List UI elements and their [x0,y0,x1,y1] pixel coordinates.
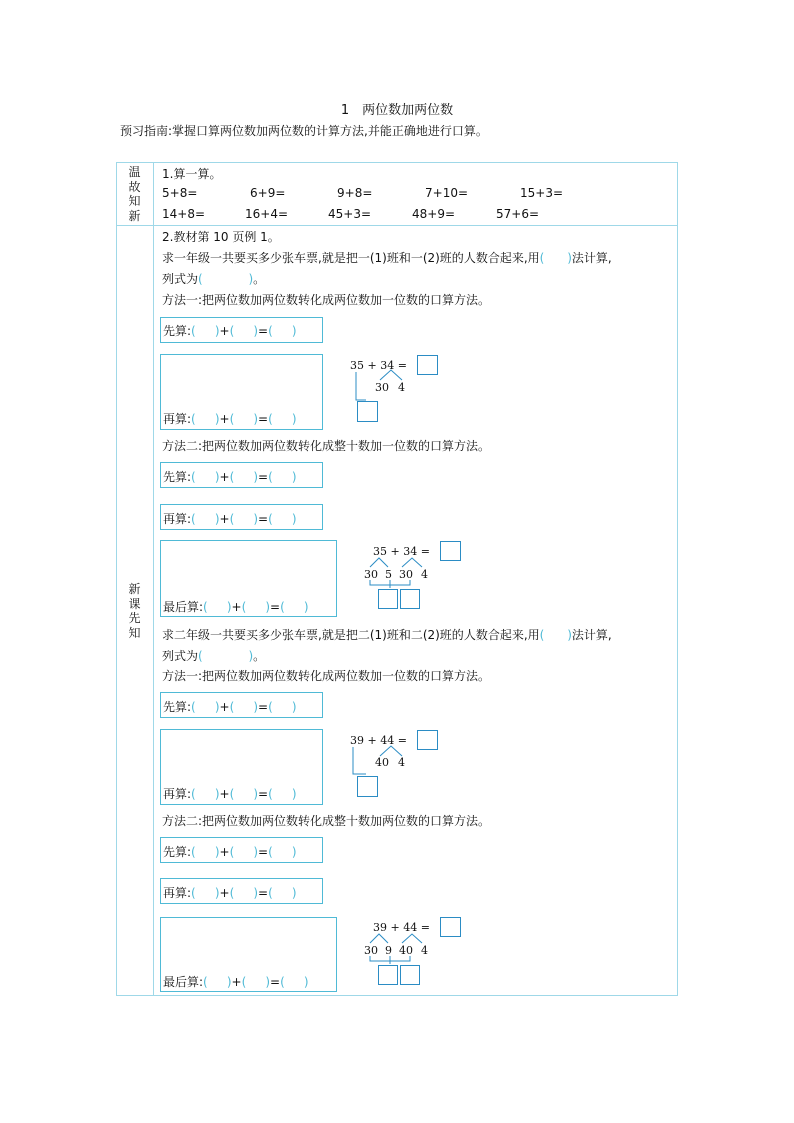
answer-box[interactable] [417,355,438,375]
split-number: 4 [398,381,405,394]
method-2b-title: 方法二:把两位数加两位数转化成整十数加两位数的口算方法。 [162,814,491,828]
method-1b-title: 方法一:把两位数加两位数转化成两位数加一位数的口算方法。 [162,669,491,683]
calc-item: 9+8= [337,186,373,200]
intermediate-box[interactable] [400,589,420,609]
split-number: 4 [398,756,405,769]
operation-blank[interactable]: ( ) [539,251,572,265]
method-2-title: 方法二:把两位数加两位数转化成整十数加一位数的口算方法。 [162,439,491,453]
calc-item: 57+6= [496,207,540,221]
split-number: 30 [364,944,378,957]
question-1-formula: 列式为( )。 [162,272,266,286]
first-step-line: 先算:( )+( )=( ) [163,845,297,859]
formula-blank[interactable]: ( ) [198,272,254,286]
split-number: 40 [399,944,413,957]
formula-blank[interactable]: ( ) [198,649,254,663]
question-2-formula: 列式为( )。 [162,649,266,663]
finally-step-line: 最后算:( )+( )=( ) [163,975,309,989]
split-number: 40 [375,756,389,769]
first-step-line: 先算:( )+( )=( ) [163,324,297,338]
split-number: 4 [421,944,428,957]
then-step-line: 再算:( )+( )=( ) [163,886,297,900]
intermediate-box[interactable] [357,776,378,797]
first-step-line: 先算:( )+( )=( ) [163,470,297,484]
diagram-2-equation: 35 + 34 = [373,545,430,558]
calc-item: 14+8= [162,207,206,221]
calc-item: 7+10= [425,186,469,200]
answer-box[interactable] [440,541,461,561]
diagram-4-equation: 39 + 44 = [373,921,430,934]
calc-item: 5+8= [162,186,198,200]
split-number: 9 [385,944,392,957]
question-1-text: 求一年级一共要买多少张车票,就是把一(1)班和一(2)班的人数合起来,用( )法计算, [162,251,612,265]
intermediate-box[interactable] [378,965,398,985]
intermediate-box[interactable] [378,589,398,609]
split-number: 30 [364,568,378,581]
side-label-review: 温 故 知 新 [128,165,141,223]
table-divider-horizontal [116,225,678,226]
operation-blank[interactable]: ( ) [539,628,572,642]
calc-item: 15+3= [520,186,564,200]
calc-item: 6+9= [250,186,286,200]
then-step-line: 再算:( )+( )=( ) [163,512,297,526]
preview-guide: 预习指南:掌握口算两位数加两位数的计算方法,并能正确地进行口算。 [120,124,488,138]
question-2-text: 求二年级一共要买多少张车票,就是把二(1)班和二(2)班的人数合起来,用( )法计算, [162,628,612,642]
intermediate-box[interactable] [357,401,378,422]
then-step-line: 再算:( )+( )=( ) [163,412,297,426]
diagram-3-equation: 39 + 44 = [350,734,407,747]
first-step-line: 先算:( )+( )=( ) [163,700,297,714]
answer-box[interactable] [440,917,461,937]
calc-item: 45+3= [328,207,372,221]
calc-item: 16+4= [245,207,289,221]
finally-step-line: 最后算:( )+( )=( ) [163,600,309,614]
part2-heading: 2.教材第 10 页例 1。 [162,230,280,244]
split-number: 5 [385,568,392,581]
split-number: 30 [399,568,413,581]
split-number: 4 [421,568,428,581]
diagram-4-lines [0,0,1,1]
calc-item: 48+9= [412,207,456,221]
intermediate-box[interactable] [400,965,420,985]
then-step-line: 再算:( )+( )=( ) [163,787,297,801]
diagram-1-equation: 35 + 34 = [350,359,407,372]
page-title: 1 两位数加两位数 [340,103,454,118]
split-number: 30 [375,381,389,394]
review-heading: 1.算一算。 [162,167,222,181]
table-divider-vertical [153,162,154,996]
side-label-new-lesson: 新 课 先 知 [128,582,141,640]
answer-box[interactable] [417,730,438,750]
method-1-title: 方法一:把两位数加两位数转化成两位数加一位数的口算方法。 [162,293,491,307]
